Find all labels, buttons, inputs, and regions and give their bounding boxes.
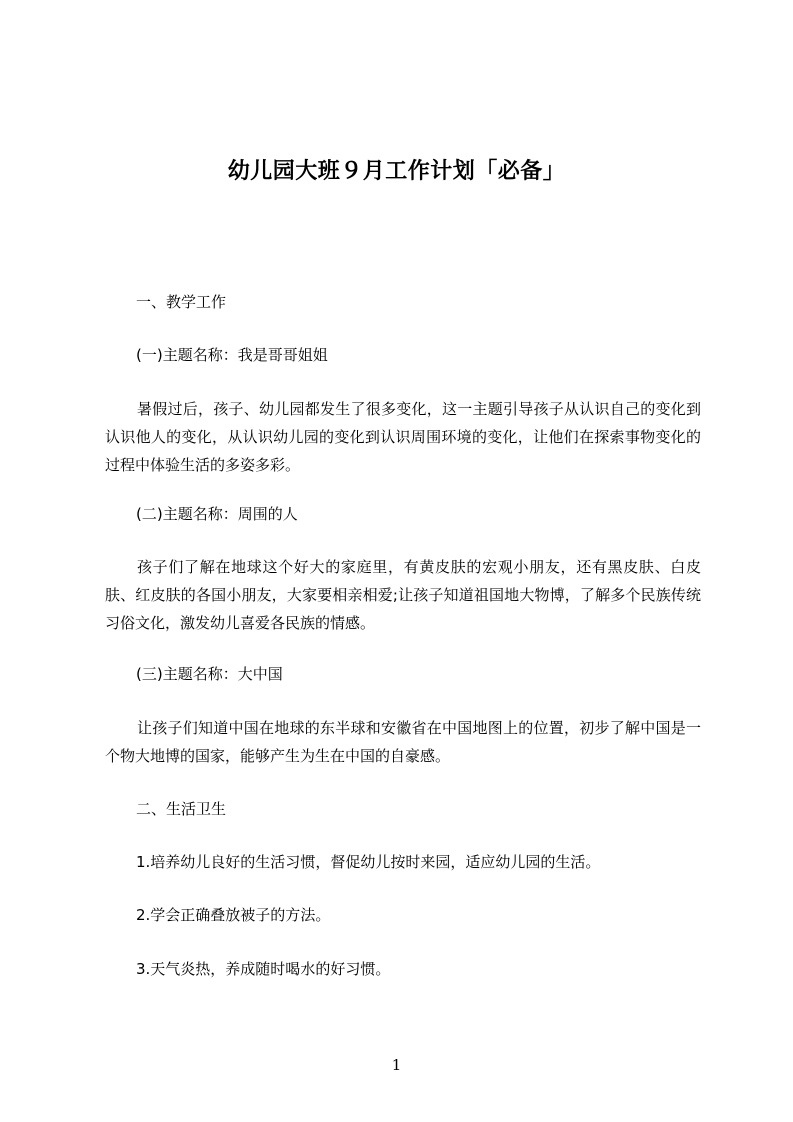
theme-heading-3: (三)主题名称：大中国: [136, 665, 283, 683]
theme-heading-2: (二)主题名称：周围的人: [136, 505, 298, 523]
theme-heading-1: (一)主题名称：我是哥哥姐姐: [136, 346, 328, 364]
document-title: 幼儿园大班９月工作计划「必备」: [227, 158, 566, 184]
list-item-2: 2.学会正确叠放被子的方法。: [136, 906, 331, 924]
list-item-1: 1.培养幼儿良好的生活习惯，督促幼儿按时来园，适应幼儿园的生活。: [136, 853, 601, 871]
theme-paragraph-2: 孩子们了解在地球这个好大的家庭里，有黄皮肤的宏观小朋友，还有黑皮肤、白皮肤、红皮肤的各国小朋友，大家要相亲相爱;让孩子知道祖国地大物博，了解多个民族传统习俗文化，激发幼儿喜爱各民族的情感。: [105, 558, 701, 632]
section-heading-hygiene: 二、生活卫生: [136, 800, 227, 818]
list-item-3: 3.天气炎热，养成随时喝水的好习惯。: [136, 960, 391, 978]
page-number: 1: [391, 1056, 402, 1074]
theme-paragraph-1: 暑假过后，孩子、幼儿园都发生了很多变化，这一主题引导孩子从认识自己的变化到认识他人的变化，从认识幼儿园的变化到认识周围环境的变化，让他们在探索事物变化的过程中体验生活的多姿多彩。: [105, 400, 701, 474]
theme-paragraph-3: 让孩子们知道中国在地球的东半球和安徽省在中国地图上的位置，初步了解中国是一个物大地博的国家，能够产生为生在中国的自豪感。: [105, 719, 701, 765]
section-heading-teaching: 一、教学工作: [136, 293, 227, 311]
